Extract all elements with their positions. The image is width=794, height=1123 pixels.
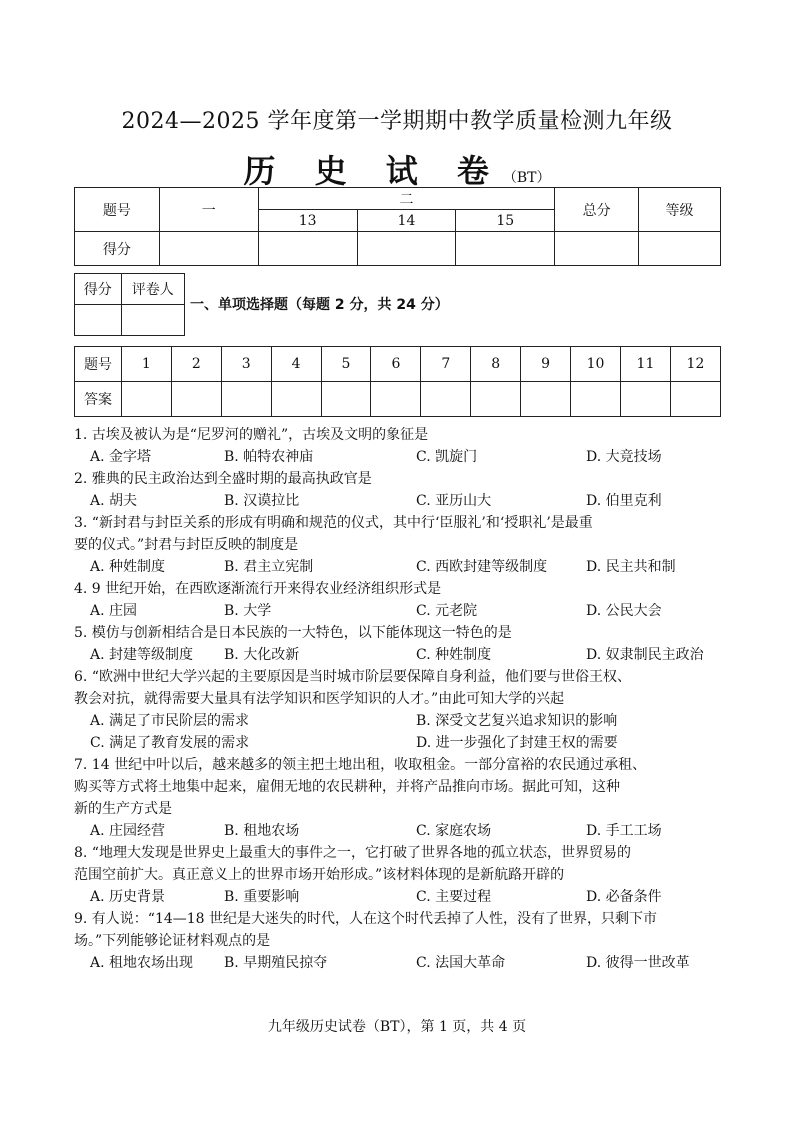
option-row <box>74 710 724 732</box>
score-cell <box>639 232 721 266</box>
answer-number-11: 11 <box>621 347 671 382</box>
question-text: 场。”下列能够论证材料观点的是 <box>74 933 271 949</box>
answer-option: C. 满足了教育发展的需求 <box>90 735 250 751</box>
answer-number-6: 6 <box>371 347 421 382</box>
answer-option: C. 西欧封建等级制度 <box>416 559 548 575</box>
answer-number-2: 2 <box>171 347 221 382</box>
answer-option: B. 租地农场 <box>224 823 300 839</box>
grader-score-label: 得分 <box>75 274 122 305</box>
answer-cell-5[interactable] <box>321 382 371 417</box>
question-5 <box>74 622 724 666</box>
question-list <box>74 424 724 974</box>
score-sub-15: 15 <box>456 210 555 232</box>
answer-cell-8[interactable] <box>471 382 521 417</box>
score-sub-14: 14 <box>357 210 456 232</box>
question-text: 新的生产方式是 <box>74 801 172 817</box>
answer-option: D. 手工工场 <box>586 823 662 839</box>
answer-option: A. 种姓制度 <box>90 559 166 575</box>
page-footer: 九年级历史试卷（BT），第 1 页，共 4 页 <box>267 1019 527 1035</box>
answer-option: D. 奴隶制民主政治 <box>586 647 704 663</box>
answer-label-number: 题号 <box>75 347 122 382</box>
answer-option: B. 重要影响 <box>224 889 300 905</box>
question-text: 2. 雅典的民主政治达到全盛时期的最高执政官是 <box>74 471 372 487</box>
score-col-one: 一 <box>159 188 258 232</box>
question-2 <box>74 468 724 512</box>
grader-reviewer-cell <box>121 305 184 336</box>
score-sub-13: 13 <box>258 210 357 232</box>
answer-cell-6[interactable] <box>371 382 421 417</box>
answer-option: B. 大学 <box>224 603 272 619</box>
option-row <box>74 644 724 666</box>
answer-option: D. 必备条件 <box>586 889 662 905</box>
answer-option: D. 民主共和制 <box>586 559 676 575</box>
score-grade: 等级 <box>639 188 721 232</box>
answer-option: C. 凯旋门 <box>416 449 478 465</box>
answer-option: A. 租地农场出现 <box>90 955 194 971</box>
answer-number-4: 4 <box>271 347 321 382</box>
answer-option: D. 彼得一世改革 <box>586 955 690 971</box>
answer-cell-1[interactable] <box>121 382 171 417</box>
question-text: 1. 古埃及被认为是“尼罗河的赠礼”，古埃及文明的象征是 <box>74 427 429 443</box>
question-text: 3. “新封君与封臣关系的形成有明确和规范的仪式，其中行‘臣服礼’和‘授职礼’是最重 <box>74 515 593 531</box>
option-row <box>74 600 724 622</box>
answer-cell-12[interactable] <box>670 382 720 417</box>
option-row <box>74 886 724 908</box>
answer-option: B. 汉谟拉比 <box>224 493 300 509</box>
answer-cell-7[interactable] <box>421 382 471 417</box>
score-table <box>74 187 721 266</box>
question-3 <box>74 512 724 578</box>
score-total: 总分 <box>555 188 639 232</box>
answer-option: D. 大竞技场 <box>586 449 662 465</box>
score-cell <box>258 232 357 266</box>
answer-number-8: 8 <box>471 347 521 382</box>
question-text: 范围空前扩大。真正意义上的世界市场开始形成。”该材料体现的是新航路开辟的 <box>74 867 565 883</box>
option-row <box>74 446 724 468</box>
answer-option: C. 元老院 <box>416 603 478 619</box>
question-text: 购买等方式将土地集中起来，雇佣无地的农民耕种，并将产品推向市场。据此可知，这种 <box>74 779 620 795</box>
answer-number-1: 1 <box>121 347 171 382</box>
option-row <box>74 556 724 578</box>
answer-option: C. 法国大革命 <box>416 955 506 971</box>
score-label-score: 得分 <box>75 232 160 266</box>
answer-option: D. 伯里克利 <box>586 493 662 509</box>
option-row <box>74 952 724 974</box>
answer-number-10: 10 <box>571 347 621 382</box>
answer-cell-3[interactable] <box>221 382 271 417</box>
score-col-two: 二 <box>258 188 555 210</box>
answer-cell-10[interactable] <box>571 382 621 417</box>
answer-label-answer: 答案 <box>75 382 122 417</box>
answer-option: B. 深受文艺复兴追求知识的影响 <box>416 713 618 729</box>
answer-cell-2[interactable] <box>171 382 221 417</box>
question-text: 9. 有人说：“14—18 世纪是大迷失的时代，人在这个时代丢掉了人性，没有了世界，只剩下市 <box>74 911 658 927</box>
question-6 <box>74 666 724 754</box>
answer-option: C. 亚历山大 <box>416 493 492 509</box>
option-row <box>74 490 724 512</box>
answer-option: B. 君主立宪制 <box>224 559 314 575</box>
section-title: 一、单项选择题（每题 2 分，共 24 分） <box>190 297 449 313</box>
subject-name: 历 史 试 卷 <box>243 152 503 190</box>
score-cell <box>357 232 456 266</box>
answer-number-9: 9 <box>521 347 571 382</box>
answer-option: A. 封建等级制度 <box>90 647 194 663</box>
exam-title: 2024—2025 学年度第一学期期中教学质量检测九年级 <box>121 109 673 134</box>
answer-option: B. 早期殖民掠夺 <box>224 955 328 971</box>
option-row <box>74 732 724 754</box>
answer-option: A. 庄园经营 <box>90 823 166 839</box>
answer-number-7: 7 <box>421 347 471 382</box>
question-text: 7. 14 世纪中叶以后，越来越多的领主把土地出租，收取租金。一部分富裕的农民通过承租、 <box>74 757 647 773</box>
answer-option: D. 进一步强化了封建王权的需要 <box>416 735 618 751</box>
score-cell <box>555 232 639 266</box>
grader-score-cell <box>75 305 122 336</box>
exam-code: （BT） <box>502 170 551 186</box>
question-7 <box>74 754 724 842</box>
answer-option: A. 历史背景 <box>90 889 166 905</box>
answer-cell-4[interactable] <box>271 382 321 417</box>
grader-box <box>74 273 185 336</box>
answer-option: B. 帕特农神庙 <box>224 449 314 465</box>
question-1 <box>74 424 724 468</box>
answer-option: A. 胡夫 <box>90 493 138 509</box>
answer-number-12: 12 <box>670 347 720 382</box>
question-4 <box>74 578 724 622</box>
answer-number-5: 5 <box>321 347 371 382</box>
answer-option: D. 公民大会 <box>586 603 662 619</box>
answer-cell-11[interactable] <box>621 382 671 417</box>
answer-option: A. 满足了市民阶层的需求 <box>90 713 250 729</box>
score-cell <box>456 232 555 266</box>
question-text: 8. “地理大发现是世界史上最重大的事件之一，它打破了世界各地的孤立状态，世界贸易的 <box>74 845 631 861</box>
answer-option: C. 家庭农场 <box>416 823 492 839</box>
answer-table <box>74 346 721 417</box>
question-8 <box>74 842 724 908</box>
grader-reviewer-label: 评卷人 <box>121 274 184 305</box>
score-cell <box>159 232 258 266</box>
answer-option: B. 大化改新 <box>224 647 300 663</box>
question-text: 6. “欧洲中世纪大学兴起的主要原因是当时城市阶层要保障自身利益，他们要与世俗王权、 <box>74 669 631 685</box>
answer-option: C. 种姓制度 <box>416 647 492 663</box>
question-text: 5. 模仿与创新相结合是日本民族的一大特色，以下能体现这一特色的是 <box>74 625 512 641</box>
answer-cell-9[interactable] <box>521 382 571 417</box>
answer-option: A. 庄园 <box>90 603 138 619</box>
answer-option: A. 金字塔 <box>90 449 152 465</box>
exam-subject <box>0 146 794 192</box>
score-label-number: 题号 <box>75 188 160 232</box>
question-9 <box>74 908 724 974</box>
option-row <box>74 820 724 842</box>
question-text: 教会对抗，就得需要大量具有法学知识和医学知识的人才。”由此可知大学的兴起 <box>74 691 565 707</box>
answer-number-3: 3 <box>221 347 271 382</box>
question-text: 4. 9 世纪开始，在西欧逐渐流行开来得农业经济组织形式是 <box>74 581 442 597</box>
question-text: 要的仪式。”封君与封臣反映的制度是 <box>74 537 299 553</box>
answer-option: C. 主要过程 <box>416 889 492 905</box>
